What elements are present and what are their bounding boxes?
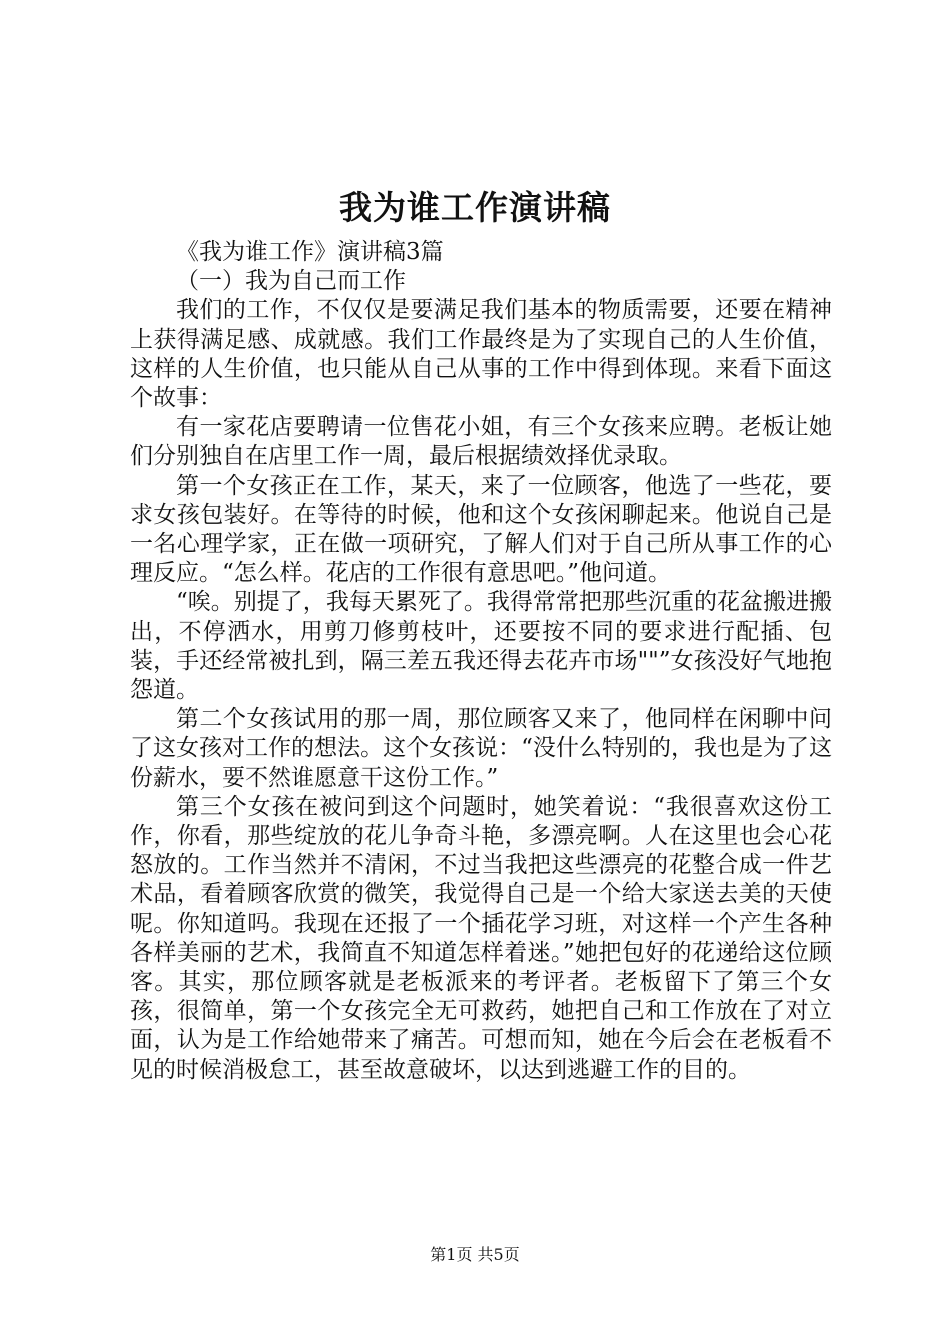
paragraph: 第二个女孩试用的那一周，那位顾客又来了，他同样在闲聊中问了这女孩对工作的想法。这个女孩说：“没什么特别的，我也是为了这份薪水，要不然谁愿意干这份工作。” xyxy=(130,706,832,791)
paragraph: 第一个女孩正在工作，某天，来了一位顾客，他选了一些花，要求女孩包装好。在等待的时候，他和这个女孩闲聊起来。他说自己是一名心理学家，正在做一项研究，了解人们对于自己所从事工作的心理反应。“怎么样。花店的工作很有意思吧。”他问道。 xyxy=(130,472,832,587)
document-body xyxy=(130,238,832,1085)
paragraph: “唉。别提了，我每天累死了。我得常常把那些沉重的花盆搬进搬出，不停洒水，用剪刀修剪枝叶，还要按不同的要求进行配插、包装，手还经常被扎到，隔三差五我还得去花卉市场""”女孩没好气地抱怨道。 xyxy=(130,589,832,704)
paragraph-subtitle: 《我为谁工作》演讲稿3篇 xyxy=(176,239,444,265)
page-number-footer: 第1页 共5页 xyxy=(430,1245,520,1264)
paragraph: 我们的工作，不仅仅是要满足我们基本的物质需要，还要在精神上获得满足感、成就感。我们工作最终是为了实现自己的人生价值，这样的人生价值，也只能从自己从事的工作中得到体现。来看下面这个故事： xyxy=(130,297,832,412)
paragraph: 有一家花店要聘请一位售花小姐，有三个女孩来应聘。老板让她们分别独自在店里工作一周，最后根据绩效择优录取。 xyxy=(130,414,832,470)
paragraph-section-heading: （一）我为自己而工作 xyxy=(176,268,406,295)
paragraph: 第三个女孩在被问到这个问题时，她笑着说：“我很喜欢这份工作，你看，那些绽放的花儿争奇斗艳，多漂亮啊。人在这里也会心花怒放的。工作当然并不清闲，不过当我把这些漂亮的花整合成一件艺术品，看着顾客欣赏的微笑，我觉得自己是一个给大家送去美的天使呢。你知道吗。我现在还报了一个插花学习班，对这样一个产生各种各样美丽的艺术，我简直不知道怎样着迷。”她把包好的花递给这位顾客。其实，那位顾客就是老板派来的考评者。老板留下了第三个女孩，很简单，第一个女孩完全无可救药，她把自己和工作放在了对立面，认为是工作给她带来了痛苦。可想而知，她在今后会在老板看不见的时候消极怠工，甚至故意破坏，以达到逃避工作的目的。 xyxy=(130,793,832,1083)
document-title: 我为谁工作演讲稿 xyxy=(339,188,611,227)
